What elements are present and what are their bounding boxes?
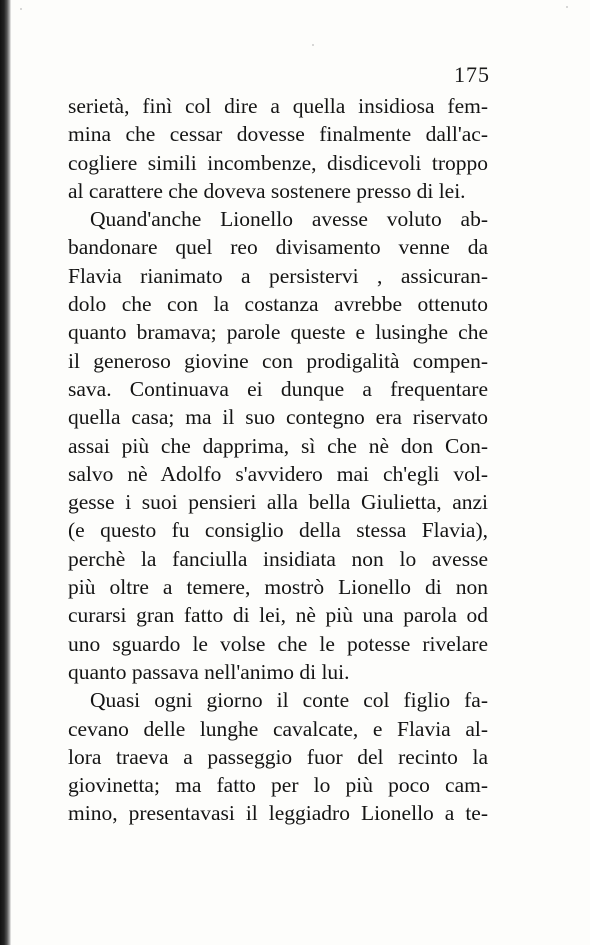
text-line: (e questo fu consiglio della stessa Flavia), — [68, 518, 488, 543]
text-line: mina che cessar dovesse finalmente dall'ac- — [68, 122, 488, 147]
text-line: cogliere simili incombenze, disdicevoli troppo — [68, 150, 488, 175]
text-line: uno sguardo le volse che le potesse rivelare — [68, 631, 488, 656]
paper-speck — [312, 44, 314, 46]
paper-speck — [20, 8, 22, 10]
text-line: il generoso giovine con prodigalità compen- — [68, 348, 488, 373]
text-line: salvo nè Adolfo s'avvidero mai ch'egli vol- — [68, 461, 488, 486]
text-line: gesse i suoi pensieri alla bella Giulietta, anzi — [68, 490, 488, 515]
paragraph-3 — [68, 686, 488, 827]
text-line: Flavia rianimato a persistervi , assicuran- — [68, 263, 488, 288]
text-line: al carattere che doveva sostenere presso di lei. — [68, 178, 466, 203]
text-line: cevano delle lunghe cavalcate, e Flavia al- — [68, 716, 488, 741]
text-line: mino, presentavasi il leggiadro Lionello a te- — [68, 801, 488, 826]
text-line: quella casa; ma il suo contegno era riservato — [68, 405, 488, 430]
text-line: quanto bramava; parole queste e lusinghe che — [68, 320, 488, 345]
page-number: 175 — [454, 62, 490, 87]
text-line: serietà, finì col dire a quella insidiosa fem- — [68, 94, 488, 118]
paper-speck — [566, 6, 568, 8]
text-line: lora traeva a passeggio fuor del recinto la — [68, 744, 488, 769]
paragraph-2 — [68, 205, 488, 686]
text-line: perchè la fanciulla insidiata non lo avesse — [68, 546, 488, 571]
text-line: giovinetta; ma fatto per lo più poco cam- — [68, 773, 488, 798]
text-line: quanto passava nell'animo di lui. — [68, 659, 350, 684]
text-line: Quand'anche Lionello avesse voluto ab- — [90, 207, 488, 232]
paragraph-1 — [68, 92, 488, 205]
text-line: assai più che dapprima, sì che nè don Con- — [68, 433, 488, 458]
text-line: più oltre a temere, mostrò Lionello di non — [68, 575, 488, 600]
text-line: Quasi ogni giorno il conte col figlio fa- — [90, 688, 488, 713]
text-line: curarsi gran fatto di lei, nè più una parola od — [68, 603, 488, 628]
text-line: bandonare quel reo divisamento venne da — [68, 235, 488, 260]
text-line: sava. Continuava ei dunque a frequentare — [68, 376, 488, 401]
binding-edge — [0, 0, 11, 945]
text-line: dolo che con la costanza avrebbe ottenuto — [68, 292, 488, 317]
body-text — [68, 92, 488, 828]
